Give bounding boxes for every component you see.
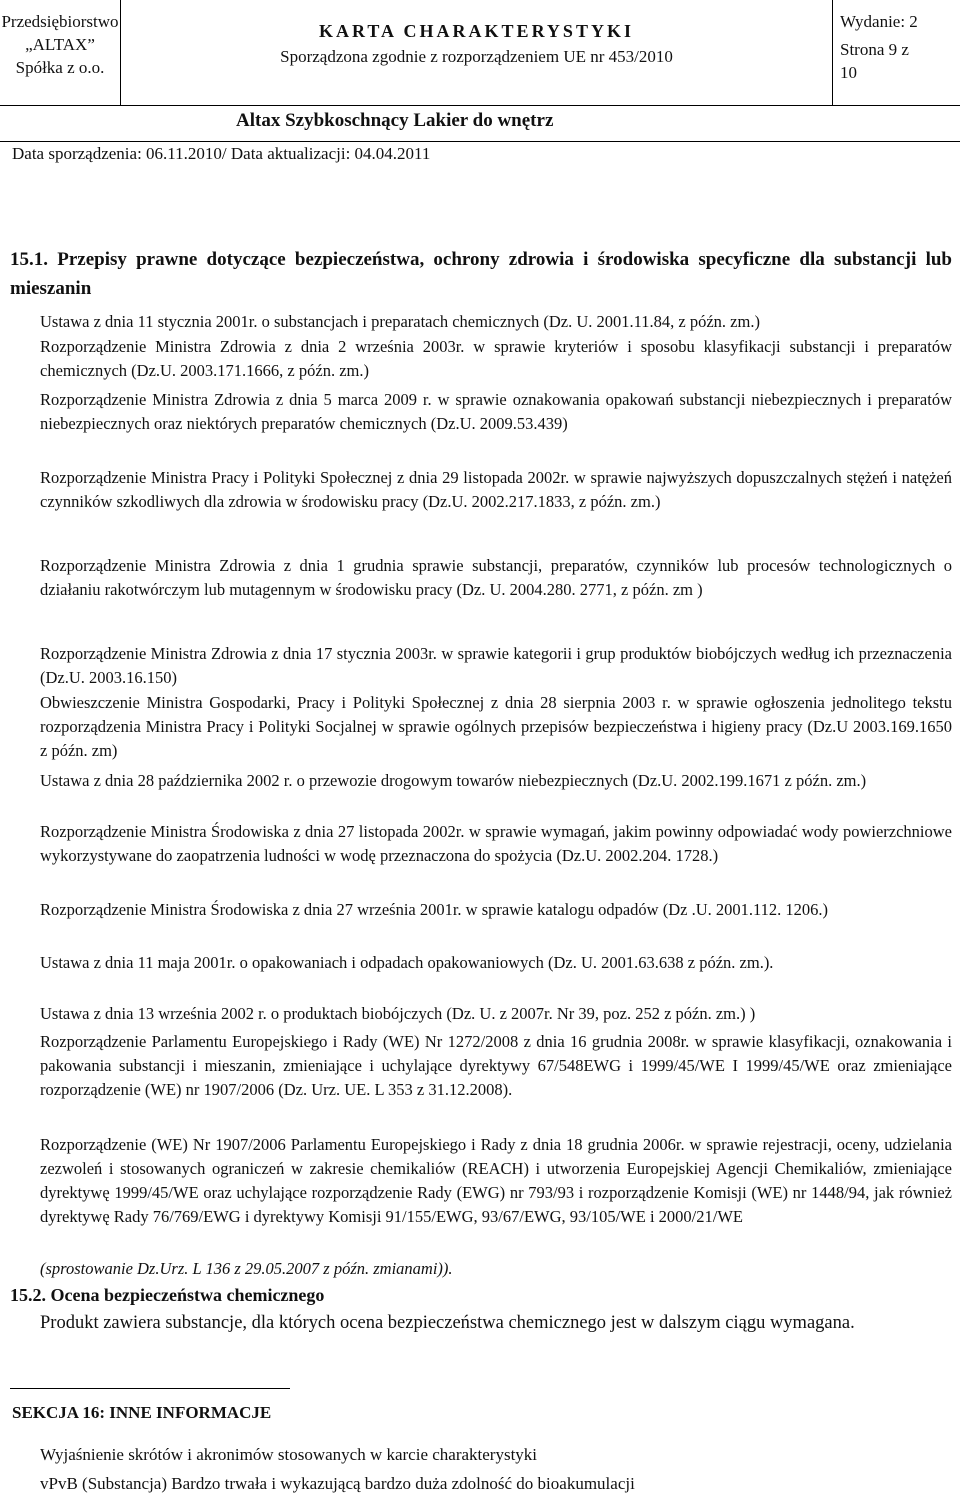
regulation-item: Rozporządzenie Ministra Zdrowia z dnia 2 września 2003r. w sprawie kryteriów i sposobu klasyfikacji substancji i preparatów chemicznych (Dz.U. 2003.171.1666, z późn. zm.) (40, 337, 952, 380)
section-16-text (40, 1440, 635, 1498)
regulation-item: Rozporządzenie Parlamentu Europejskiego i Rady (WE) Nr 1272/2008 z dnia 16 grudnia 2008r. w sprawie klasyfikacji, oznakowania i pakowania substancji i mieszanin, zmieniające i uchylające dyrektywy 67/548EWG i 1999/45/WE I 1999/45/WE oraz zmieniające rozporządzenie (WE) nr 1907/2006 (Dz. Urz. UE. L 353 z 31.12.2008). (40, 1032, 952, 1099)
regulation-item: Ustawa z dnia 11 stycznia 2001r. o substancjach i preparatach chemicznych (Dz. U. 2001.11.84, z późn. zm.) (40, 312, 760, 331)
regulation-item: Rozporządzenie Ministra Środowiska z dnia 27 listopada 2002r. w sprawie wymagań, jakim powinny odpowiadać wody powierzchniowe wykorzystywane do zaopatrzenia ludności w wodę przeznaczona do spożycia (Dz.U. 2002.204. 1728.) (40, 822, 952, 865)
regulation-item: Rozporządzenie Ministra Pracy i Polityki Społecznej z dnia 29 listopada 2002r. w sprawie najwyższych dopuszczalnych stężeń i natężeń czynników szkodliwych dla zdrowia w środowisku pracy (Dz.U. 2002.217.1833, z późn. zm.) (40, 468, 952, 511)
page-total: 10 (840, 63, 857, 82)
regulation-item: Rozporządzenie Ministra Zdrowia z dnia 17 stycznia 2003r. w sprawie kategorii i grup produktów biobójczych według ich przeznaczenia (Dz.U. 2003.16.150) (40, 644, 952, 687)
regulation-item: Ustawa z dnia 11 maja 2001r. o opakowaniach i odpadach opakowaniowych (Dz. U. 2001.63.638 z późn. zm.). (40, 953, 774, 972)
company-line: „ALTAX” (25, 35, 95, 54)
header-divider (832, 0, 833, 105)
document-dates: Data sporządzenia: 06.11.2010/ Data aktualizacji: 04.04.2011 (12, 144, 431, 163)
header-divider (0, 105, 960, 106)
regulation-item: Obwieszczenie Ministra Gospodarki, Pracy i Polityki Społecznej z dnia 28 sierpnia 2003 r. w sprawie ogłoszenia jednolitego tekstu rozporządzenia Ministra Pracy i Polityki Socjalnej w sprawie ogólnych przepisów bezpieczeństwa i higieny pracy (Dz.U 2003.169.1650 z późn. zm) (40, 693, 952, 760)
edition-info (840, 10, 958, 84)
edition-label: Wydanie: 2 (840, 12, 918, 31)
regulation-item: Rozporządzenie Ministra Zdrowia z dnia 1 grudnia sprawie substancji, preparatów, czynników lub procesów technologicznych o działaniu rakotwórczym lub mutagennym w środowisku pracy (Dz. U. 2004.280. 2771, z późn. zm ) (40, 556, 952, 599)
abbreviation-vpvb: vPvB (Substancja) Bardzo trwała i wykazującą bardzo duża zdolność do bioakumulacji (40, 1474, 635, 1493)
section-heading-15-1: 15.1. Przepisy prawne dotyczące bezpieczeństwa, ochrony zdrowia i środowiska specyficzne dla substancji lub mieszanin (10, 249, 952, 299)
regulation-item: (sprostowanie Dz.Urz. L 136 z 29.05.2007 z późn. zmianami)). (40, 1259, 453, 1278)
section-heading-16: SEKCJA 16: INNE INFORMACJE (12, 1403, 272, 1422)
card-subtitle: Sporządzona zgodnie z rozporządzeniem UE nr 453/2010 (280, 47, 673, 66)
regulation-item: Ustawa z dnia 28 października 2002 r. o przewozie drogowym towarów niebezpiecznych (Dz.U. 2002.199.1671 z późn. zm.) (40, 771, 867, 790)
document-header (0, 0, 960, 163)
page-number: Strona 9 z (840, 40, 909, 59)
card-title: KARTA CHARAKTERYSTYKI (319, 21, 634, 41)
regulation-item: Rozporządzenie Ministra Zdrowia z dnia 5 marca 2009 r. w sprawie oznakowania opakowań substancji niebezpiecznych i preparatów niebezpiecznych oraz niektórych preparatów chemicznych (Dz.U. 2009.53.439) (40, 390, 952, 433)
regulation-item: Ustawa z dnia 13 września 2002 r. o produktach biobójczych (Dz. U. z 2007r. Nr 39, poz. 252 z późn. zm.) ) (40, 1004, 756, 1023)
section-heading-15-2: 15.2. Ocena bezpieczeństwa chemicznego (10, 1285, 325, 1305)
section-15-2-text: Produkt zawiera substancje, dla których ocena bezpieczeństwa chemicznego jest w dalszym ciągu wymagana. (40, 1313, 855, 1333)
abbreviations-intro: Wyjaśnienie skrótów i akronimów stosowanych w karcie charakterystyki (40, 1445, 538, 1464)
product-name: Altax Szybkoschnący Lakier do wnętrz (236, 110, 554, 131)
card-header (121, 20, 832, 69)
regulation-item: Rozporządzenie (WE) Nr 1907/2006 Parlamentu Europejskiego i Rady z dnia 18 grudnia 2006r. w sprawie rejestracji, oceny, udzielania zezwoleń i stosowanych ograniczeń w zakresie chemikaliów (REACH) i utworzenia Europejskiej Agencji Chemikaliów, zmieniające dyrektywę 1999/45/WE oraz uchylające rozporządzenie Rady (EWG) nr 793/93 i rozporządzenie Komisji (WE) nr 1448/94, jak również dyrektywę Rady 76/769/EWG i dyrektywy Komisji 91/155/EWG, 93/67/EWG, 93/105/WE i 2000/21/WE (40, 1135, 952, 1226)
company-name (0, 10, 120, 79)
section-separator (10, 1388, 290, 1389)
regulation-item: Rozporządzenie Ministra Środowiska z dnia 27 września 2001r. w sprawie katalogu odpadów (Dz .U. 2001.112. 1206.) (40, 900, 828, 919)
company-line: Spółka z o.o. (15, 58, 105, 77)
company-line: Przedsiębiorstwo (1, 12, 119, 31)
